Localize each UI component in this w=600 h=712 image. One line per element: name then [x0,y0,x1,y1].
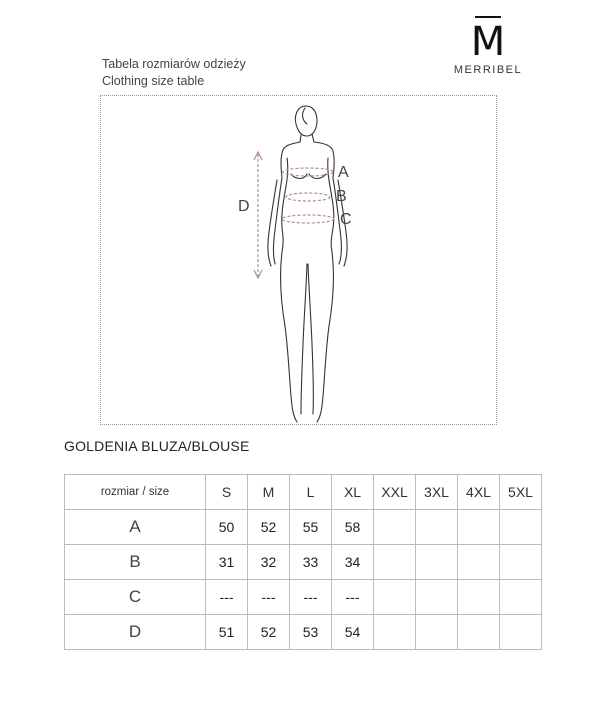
label-b: B [336,188,347,205]
table-cell: 58 [332,510,374,545]
table-cell: --- [248,580,290,615]
table-cell: 34 [332,545,374,580]
table-cell: 54 [332,615,374,650]
table-cell [374,510,416,545]
table-cell: 55 [290,510,332,545]
table-row [65,580,542,615]
row-label: B [65,545,206,580]
label-c: C [340,211,352,228]
table-cell [374,545,416,580]
table-cell: 50 [206,510,248,545]
table-row [65,615,542,650]
label-a: A [338,164,349,181]
table-cell [416,580,458,615]
table-cell [374,615,416,650]
table-cell [500,545,542,580]
table-cell: 33 [290,545,332,580]
table-cell [500,615,542,650]
table-cell [458,580,500,615]
header-size: 4XL [458,475,500,510]
table-header-row [65,475,542,510]
header-size: XXL [374,475,416,510]
table-cell [416,510,458,545]
header-size: M [248,475,290,510]
row-label: D [65,615,206,650]
header-size: S [206,475,248,510]
table-cell [374,580,416,615]
table-cell [500,510,542,545]
table-cell [458,510,500,545]
table-cell [416,545,458,580]
header-size: 5XL [500,475,542,510]
header-size: L [290,475,332,510]
table-cell [458,545,500,580]
product-name: GOLDENIA BLUZA/BLOUSE [64,438,250,454]
row-label: C [65,580,206,615]
table-cell: 52 [248,615,290,650]
header-size: 3XL [416,475,458,510]
table-cell: 32 [248,545,290,580]
body-outline [268,106,347,422]
title-pl: Tabela rozmiarów odzieży [102,57,246,71]
header-size: XL [332,475,374,510]
size-table-titles [102,56,246,90]
table-cell [416,615,458,650]
title-en: Clothing size table [102,74,205,88]
table-row [65,510,542,545]
table-cell: 53 [290,615,332,650]
table-cell: --- [290,580,332,615]
table-cell: 51 [206,615,248,650]
brand-mark: M [437,12,539,62]
table-cell: --- [332,580,374,615]
size-table [64,474,542,650]
table-cell [500,580,542,615]
brand-logo [437,12,539,76]
table-cell [458,615,500,650]
brand-name: MERRIBEL [453,64,523,76]
figure-illustration-box [100,95,497,425]
row-label: A [65,510,206,545]
table-cell: 31 [206,545,248,580]
body-silhouette-illustration [101,96,498,426]
table-cell: --- [206,580,248,615]
label-d: D [238,198,250,215]
measurement-lines [258,154,334,276]
header-size-label: rozmiar / size [65,475,206,510]
table-row [65,545,542,580]
table-cell: 52 [248,510,290,545]
